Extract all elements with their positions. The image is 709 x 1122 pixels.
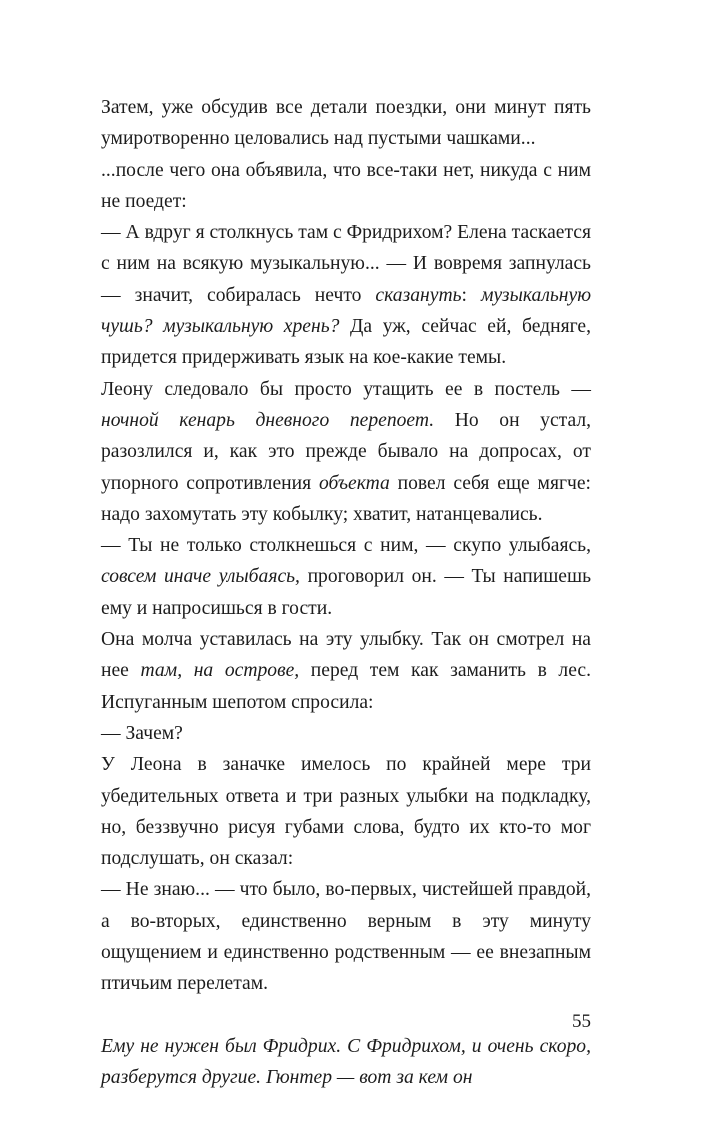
text-run: — Ты не только столкнешься с ним, — скупо улыбаясь, xyxy=(101,535,591,557)
text-run: Затем, уже обсудив все детали поездки, они минут пять умиротворенно целовались над пустыми чашками... xyxy=(101,97,591,150)
paragraph xyxy=(101,874,591,999)
text-run: ...после чего она объявила, что все-таки нет, никуда с ним не поедет: xyxy=(101,159,591,212)
text-run: У Леона в заначке имелось по крайней мере три убедительных ответа и три разных улыбки на подкладку, но, беззвучно рисуя губами слова, будто их кто-то мог подслушать, он сказал: xyxy=(101,754,591,870)
paragraph xyxy=(101,749,591,874)
text-run: : xyxy=(461,284,481,306)
italic-run: объекта xyxy=(318,472,390,494)
text-run: Да уж, сейчас ей, бедняге, придется придерживать язык на кое-какие темы. xyxy=(101,316,591,369)
text-run: Леону следовало бы просто утащить ее в постель — xyxy=(101,378,591,400)
paragraph xyxy=(101,92,591,155)
paragraph xyxy=(101,155,591,218)
text-run: — А вдруг я столкнусь там с Фридрихом? Елена таскается с ним на всякую музыкальную... — И вовремя запнулась — значит, собиралась нечто xyxy=(101,222,591,306)
section-paragraph-italic xyxy=(101,1031,591,1094)
text-run: — Не знаю... — что было, во-первых, чистейшей правдой, а во-вторых, единственно верным в эту минуту ощущением и единственно родственным — ее внезапным птичьим перелетам. xyxy=(101,879,591,995)
italic-run: ночной кенарь дневного перепоет. xyxy=(101,409,435,431)
text-run: проговорил он. — Ты напишешь ему и напросишься в гости. xyxy=(101,566,591,619)
text-run: Но он устал, разозлился и, как это прежде бывало на допросах, от упорного сопротивления xyxy=(101,409,591,494)
paragraph xyxy=(101,624,591,718)
text-run: — Зачем? xyxy=(101,722,183,744)
page-number: 55 xyxy=(572,1011,591,1032)
italic-run: музыкальную чушь? музыкальную хрень? xyxy=(101,284,592,338)
italic-run: сказануть xyxy=(375,284,462,306)
paragraph xyxy=(101,374,591,530)
italic-run: там, на острове, xyxy=(140,660,300,682)
paragraph xyxy=(101,530,591,624)
paragraph xyxy=(101,217,591,373)
italic-run: совсем иначе улыбаясь, xyxy=(101,566,300,588)
text-run: перед тем как заманить в лес. Испуганным шепотом спросила: xyxy=(101,660,591,713)
italic-run: Ему не нужен был Фридрих. С Фридрихом, и очень скоро, разберутся другие. Гюнтер — вот за кем он xyxy=(101,1035,591,1088)
text-run: Она молча уставилась на эту улыбку. Так он смотрел на нее xyxy=(101,629,591,682)
paragraph xyxy=(101,718,591,749)
text-run: повел себя еще мягче: надо захомутать эту кобылку; хватит, натанцевались. xyxy=(101,472,591,525)
body-text xyxy=(101,92,591,1093)
